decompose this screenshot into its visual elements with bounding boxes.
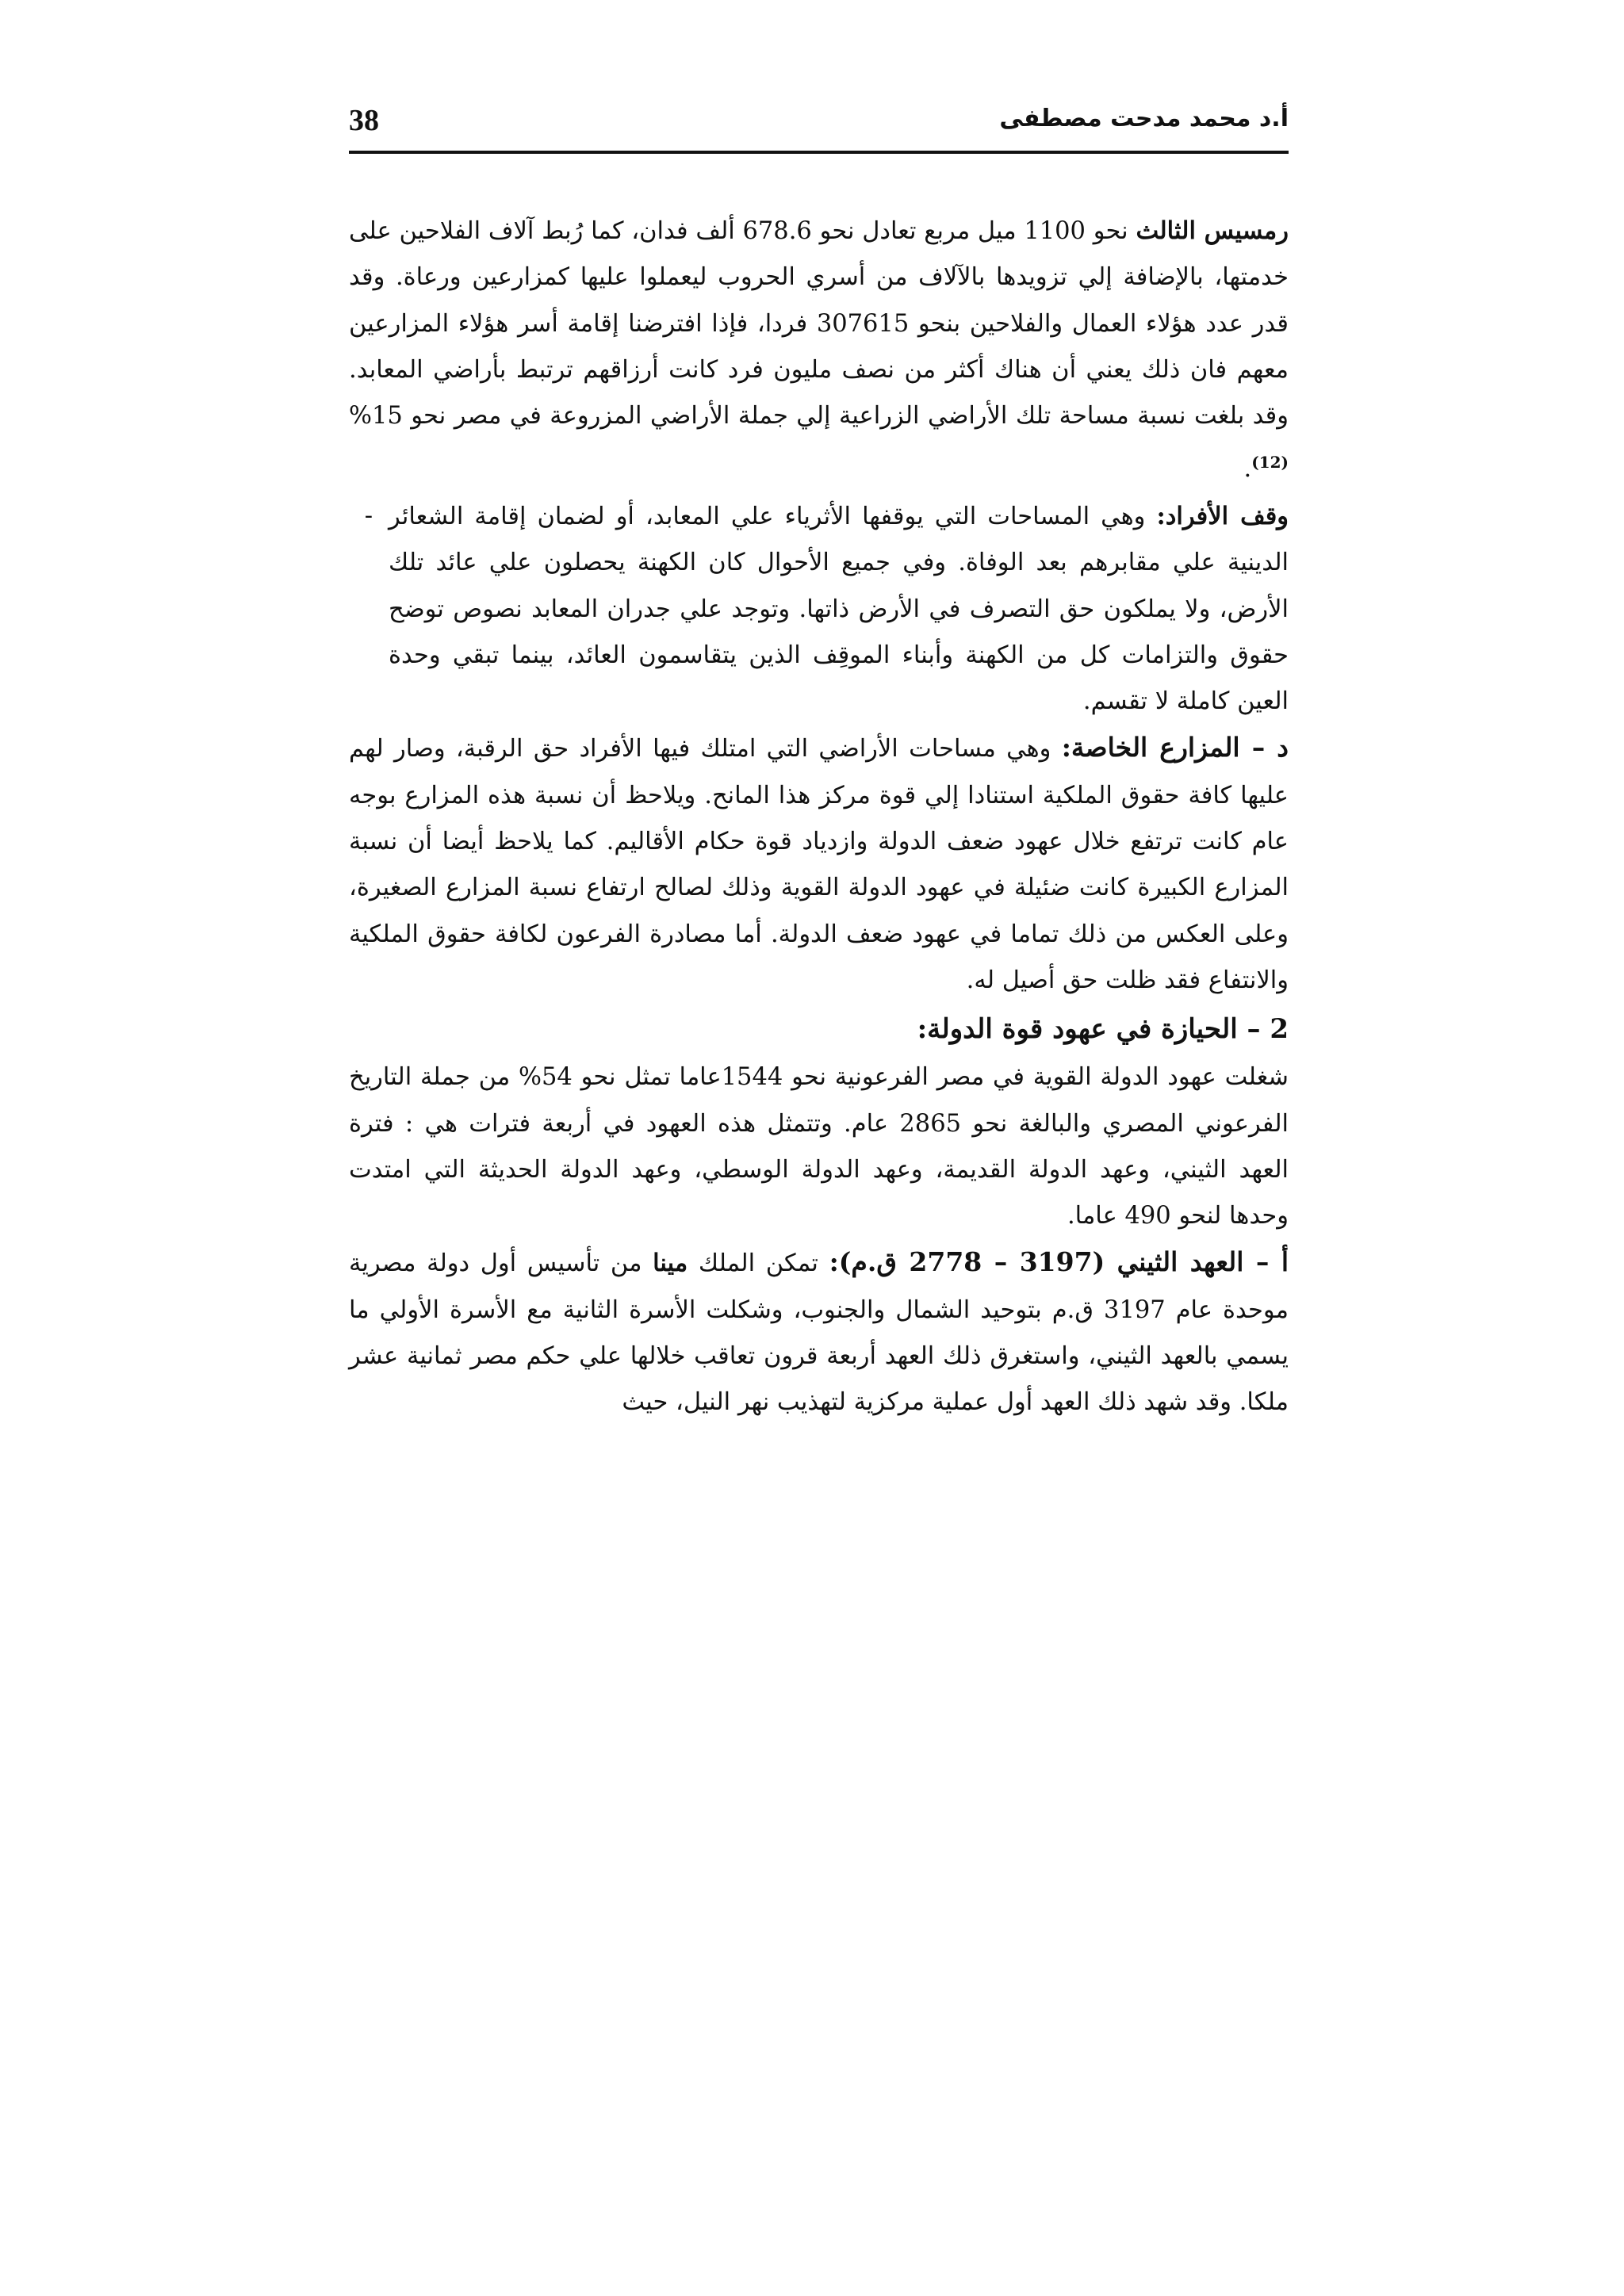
bold-lead: وقف الأفراد: (1156, 501, 1289, 530)
bullet-dash: - (364, 501, 373, 530)
bold-name-mina: مينا (653, 1249, 688, 1278)
bullet-paragraph (389, 493, 1289, 725)
paragraph-strong-state: شغلت عهود الدولة القوية في مصر الفرعونية نحو 1544عاما تمثل نحو 54% من جملة التاريخ الفرعوني المصري والبالغة نحو 2865 عام. وتتمثل هذه العهود في أربعة فترات هي : فترة العهد الثيني، وعهد الدولة القديمة، وعهد الدولة الوسطي، وعهد الدولة الحديثة التي امتدت وحدها لنحو 490 عاما. (349, 1063, 1289, 1230)
bold-lead: رمسيس الثالث (1136, 216, 1289, 245)
section-title-a: أ – العهد الثيني (3197 – 2778 ق.م): (829, 1246, 1289, 1278)
paragraph-text-continued: من تأسيس أول دولة مصرية موحدة عام 3197 ق.م بتوحيد الشمال والجنوب، وشكلت الأسرة الثانية مع الأسرة الأولي ما يسمي بالعهد الثيني، واستغرق ذلك العهد أربعة قرون تعاقب خلالها علي حكم مصر ثمانية عشر ملكا. وقد شهد ذلك العهد أول عملية مركزية لتهذيب نهر النيل، حيث (349, 1249, 1289, 1417)
bullet-item (349, 493, 1289, 725)
footnote-ref: (12) (1251, 453, 1289, 473)
section-heading-2: 2 – الحيازة في عهود قوة الدولة: (917, 1013, 1289, 1046)
section-title-d: د – المزارع الخاصة: (1061, 732, 1289, 763)
running-head-author: أ.د محمد مدحت مصطفى (999, 105, 1289, 132)
paragraph-text: وهي المساحات التي يوقفها الأثرياء علي المعابد، أو لضمان إقامة الشعائر الدينية علي مقابرهم بعد الوفاة. وفي جميع الأحوال كان الكهنة يحصلون علي عائد تلك الأرض، ولا يملكون حق التصرف في الأرض ذاتها. وتوجد علي جدران المعابد نصوص توضح حقوق والتزامات كل من الكهنة وأبناء الموقِف الذين يتقاسمون العائد، بينما تبقي وحدة العين كاملة لا تقسم. (389, 502, 1289, 716)
paragraph-text: نحو 1100 ميل مربع تعادل نحو 678.6 ألف فدان، كما رُبط آلاف الفلاحين على خدمتها، بالإضافة إلي تزويدها بالآلاف من أسري الحروب ليعملوا عليها كمزارعين ورعاة. وقد قدر عدد هؤلاء العمال والفلاحين بنحو 307615 فردا، فإذا افترضنا إقامة أسر هؤلاء المزارعين معهم فان ذلك يعني أن هناك أكثر من نصف مليون فرد كانت أرزاقهم ترتبط بأراضي المعابد. وقد بلغت نسبة مساحة تلك الأراضي الزراعية إلي جملة الأراضي المزروعة في مصر نحو 15% (349, 217, 1289, 430)
page-header (349, 103, 1289, 154)
paragraph-ramses (349, 208, 1289, 493)
paragraph-thinite-era (349, 1239, 1289, 1425)
paragraph-text: وهي مساحات الأراضي التي امتلك فيها الأفراد حق الرقبة، وصار لهم عليها كافة حقوق الملكية استنادا إلي قوة مركز هذا المانح. ويلاحظ أن نسبة هذه المزارع بوجه عام كانت ترتفع خلال عهود ضعف الدولة وازدياد قوة حكام الأقاليم. كما يلاحظ أيضا أن نسبة المزارع الكبيرة كانت ضئيلة في عهود الدولة القوية وذلك لصالح ارتفاع نسبة المزارع الصغيرة، وعلى العكس من ذلك تماما في عهود ضعف الدولة. أما مصادرة الفرعون لكافة حقوق الملكية والانتفاع فقد ظلت حق أصيل له. (349, 735, 1289, 994)
paragraph-private-farms (349, 725, 1289, 1004)
paragraph-text: تمكن الملك (688, 1249, 829, 1278)
page-number: 38 (349, 104, 379, 137)
paragraph-end: . (1243, 455, 1252, 484)
body-text (349, 208, 1289, 1426)
